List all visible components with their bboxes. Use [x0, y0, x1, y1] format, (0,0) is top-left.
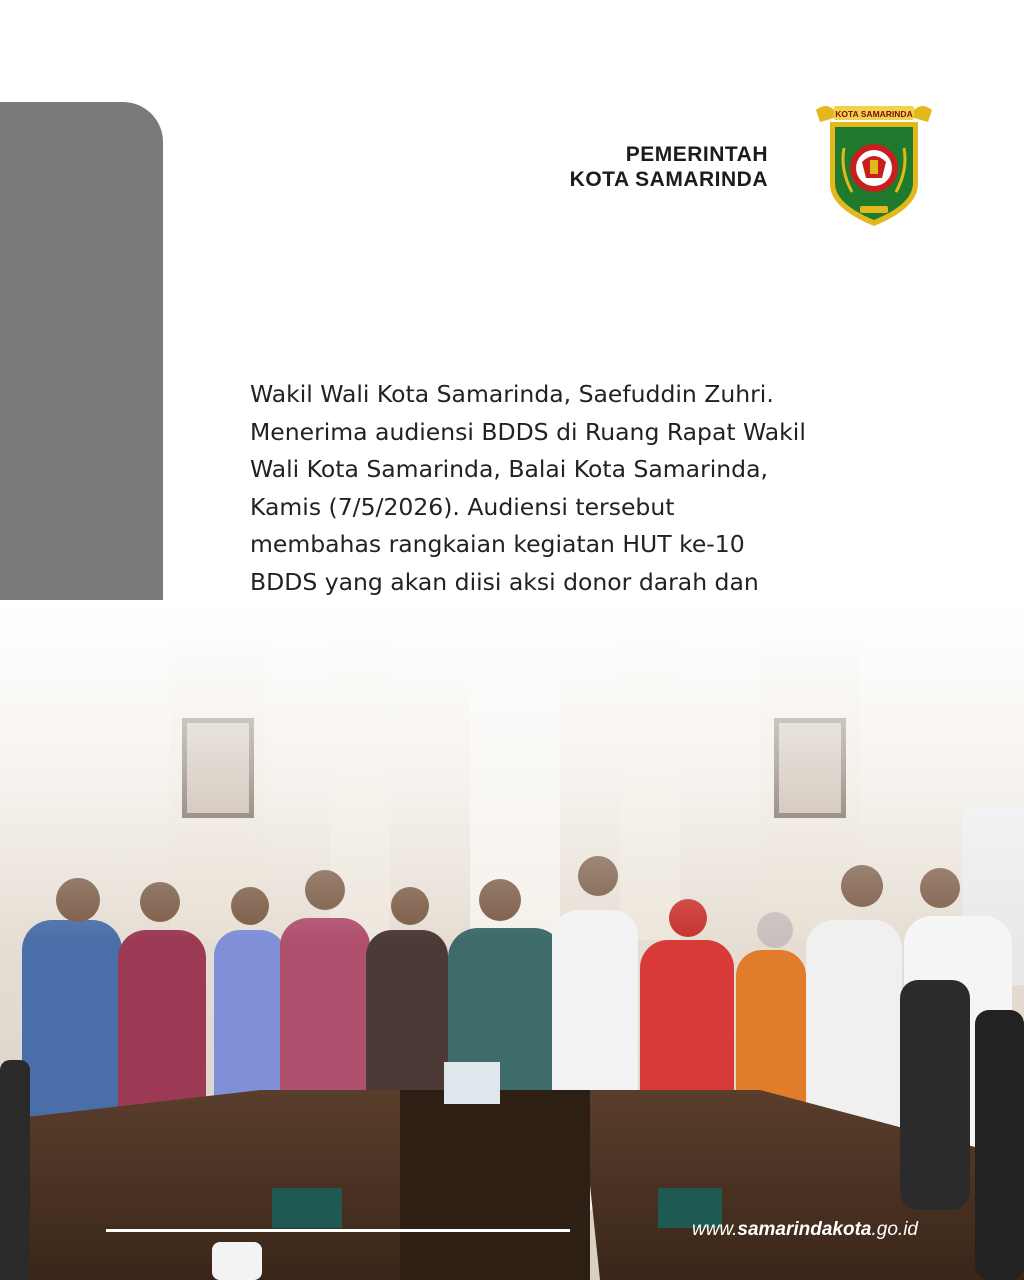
org-title-line2: KOTA SAMARINDA: [569, 168, 768, 191]
meeting-photo: [0, 600, 1024, 1280]
news-caption: Wakil Wali Kota Samarinda, Saefuddin Zuhri. Menerima audiensi BDDS di Ruang Rapat Wakil Wali Kota Samarinda, Balai Kota Samarinda, Kamis (7/5/2026). Audiensi tersebut membahas rangkaian kegiatan HUT ke-10 BDDS yang akan diisi aksi donor darah dan: [250, 380, 806, 596]
org-title-line1: PEMERINTAH: [625, 143, 768, 166]
website-link[interactable]: [692, 1219, 918, 1241]
website-domain: samarindakota: [737, 1219, 872, 1240]
website-prefix: www.: [691, 1219, 738, 1240]
org-title: [570, 142, 768, 192]
website-suffix: .go.id: [871, 1219, 918, 1240]
footer-divider: [106, 1229, 570, 1232]
logo-banner-text: KOTA SAMARINDA: [835, 109, 913, 119]
city-emblem-logo: [812, 100, 936, 228]
